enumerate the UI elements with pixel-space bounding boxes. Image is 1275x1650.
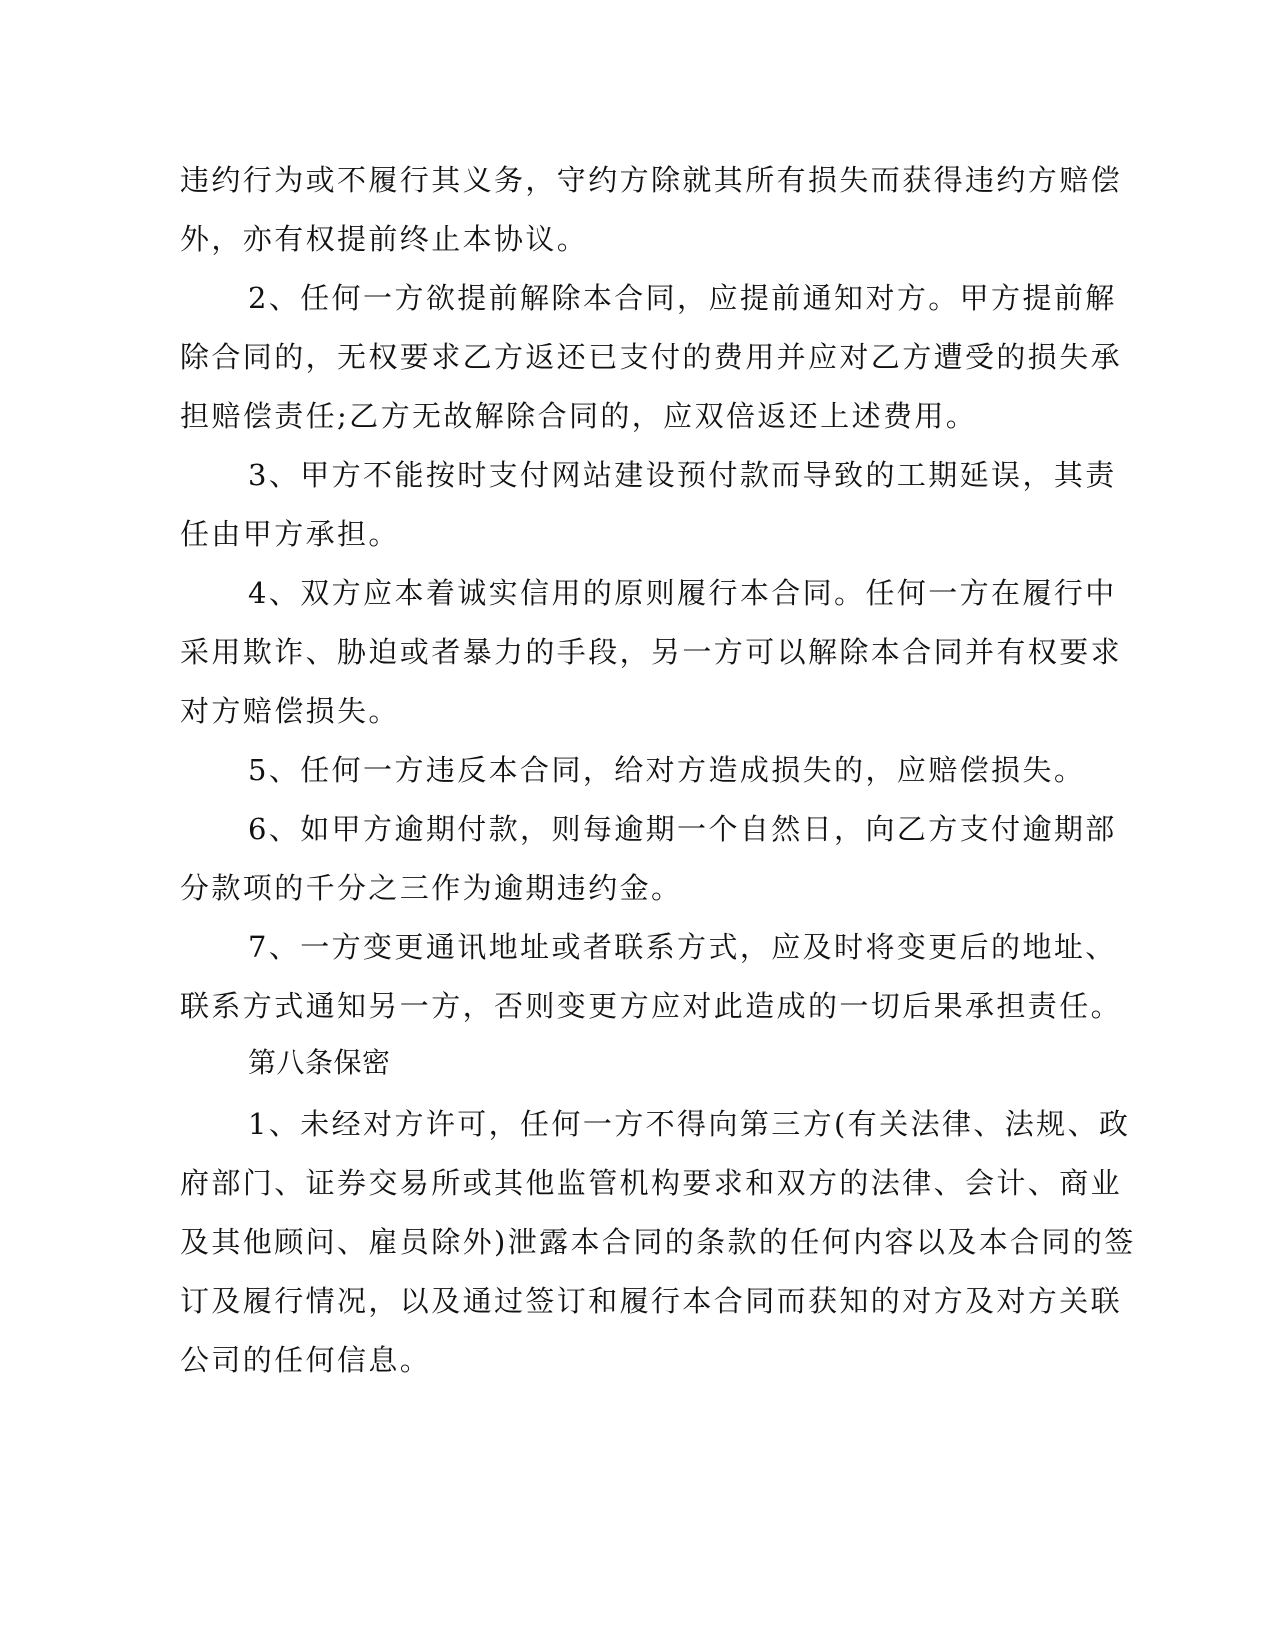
text-line: 违约行为或不履行其义务，守约方除就其所有损失而获得违约方赔偿	[180, 163, 1123, 197]
paragraph-start: 7、一方变更通讯地址或者联系方式，应及时将变更后的地址、	[248, 930, 1117, 964]
paragraph-start: 3、甲方不能按时支付网站建设预付款而导致的工期延误，其责	[248, 458, 1117, 492]
text-line: 对方赔偿损失。	[180, 694, 400, 728]
text-line: 外，亦有权提前终止本协议。	[180, 222, 589, 256]
text-line: 公司的任何信息。	[180, 1343, 432, 1377]
paragraph-start: 6、如甲方逾期付款，则每逾期一个自然日，向乙方支付逾期部	[248, 812, 1117, 846]
text-line: 除合同的，无权要求乙方返还已支付的费用并应对乙方遭受的损失承	[180, 340, 1123, 374]
text-line: 分款项的千分之三作为逾期违约金。	[180, 871, 683, 905]
text-line: 订及履行情况，以及通过签订和履行本合同而获知的对方及对方关联	[180, 1284, 1123, 1318]
paragraph-start: 1、未经对方许可，任何一方不得向第三方(有关法律、法规、政	[248, 1107, 1131, 1141]
text-line: 联系方式通知另一方，否则变更方应对此造成的一切后果承担责任。	[180, 989, 1123, 1023]
text-line: 及其他顾问、雇员除外)泄露本合同的条款的任何内容以及本合同的签	[180, 1225, 1136, 1259]
text-line: 采用欺诈、胁迫或者暴力的手段，另一方可以解除本合同并有权要求	[180, 635, 1123, 669]
text-line: 府部门、证券交易所或其他监管机构要求和双方的法律、会计、商业	[180, 1166, 1123, 1200]
paragraph-start: 4、双方应本着诚实信用的原则履行本合同。任何一方在履行中	[248, 576, 1117, 610]
paragraph-start: 2、任何一方欲提前解除本合同，应提前通知对方。甲方提前解	[248, 281, 1117, 315]
section-heading: 第八条保密	[248, 1046, 391, 1079]
text-line: 任由甲方承担。	[180, 517, 400, 551]
paragraph-start: 5、任何一方违反本合同，给对方造成损失的，应赔偿损失。	[248, 753, 1086, 787]
text-line: 担赔偿责任;乙方无故解除合同的，应双倍返还上述费用。	[180, 399, 978, 433]
